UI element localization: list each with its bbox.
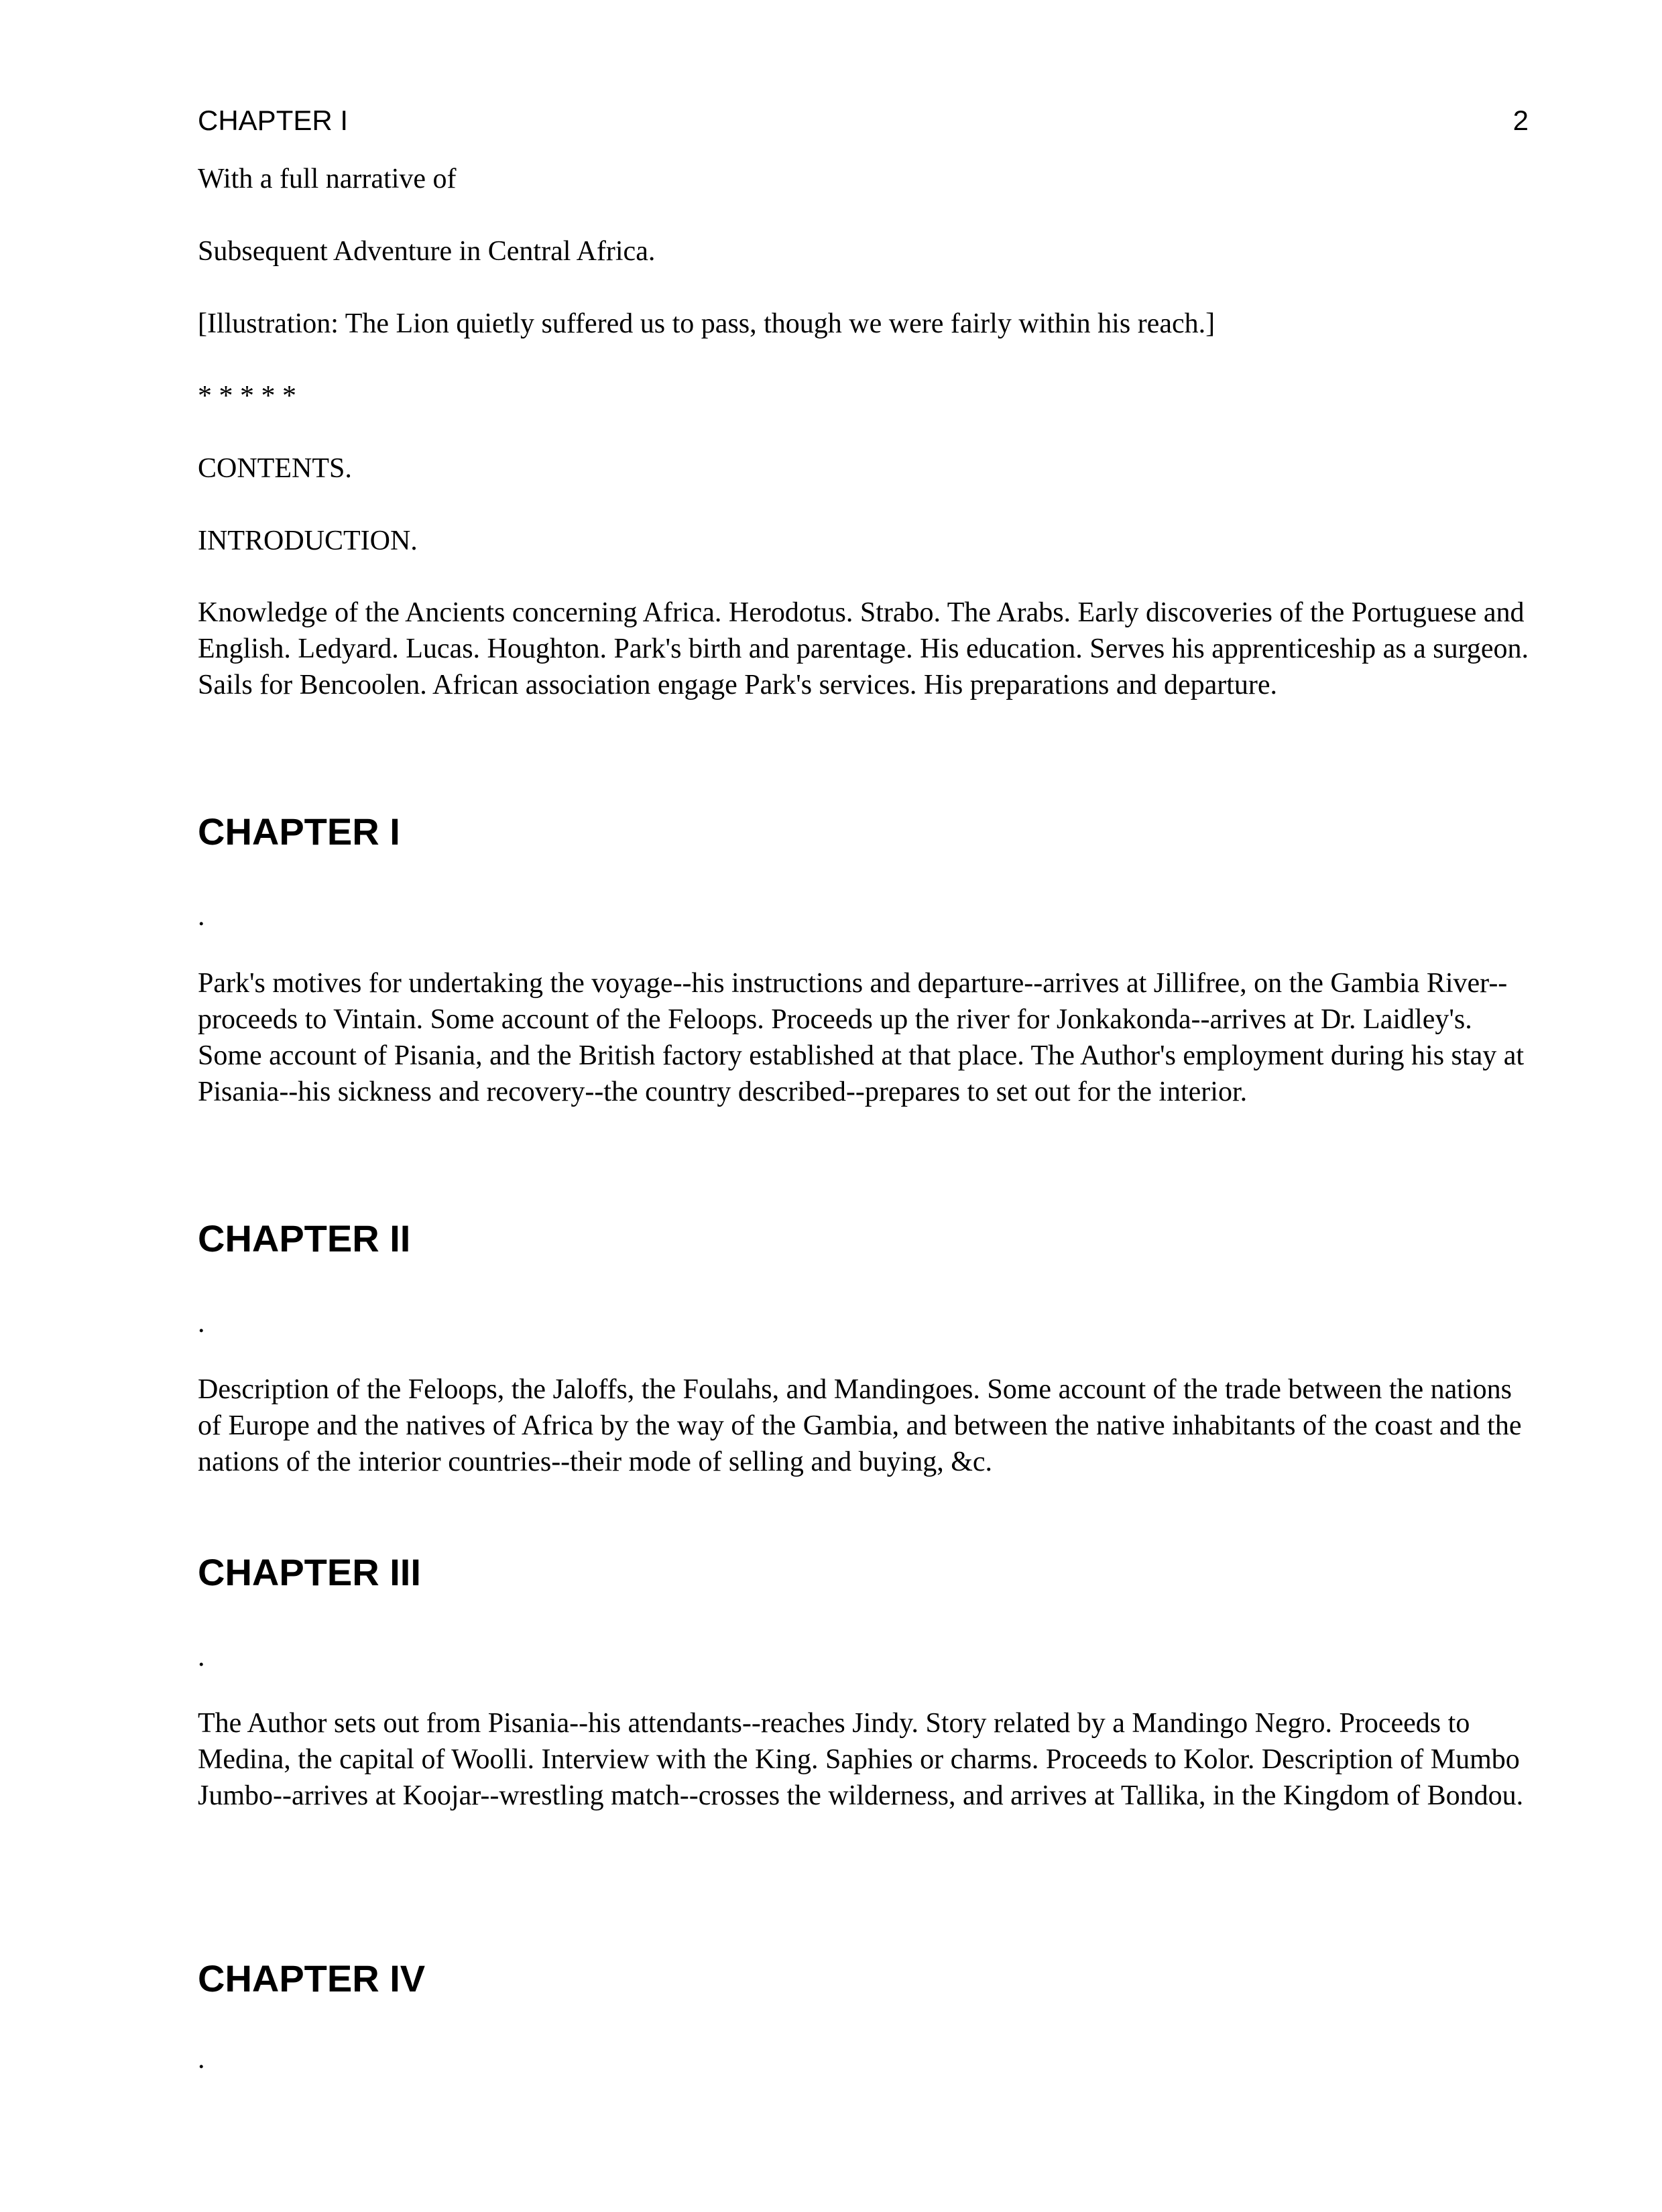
running-header-title: CHAPTER I [198, 105, 349, 136]
chapter-summary: Park's motives for undertaking the voyage--his instructions and departure--arrives at Jillifree, on the Gambia River--proceeds to Vintain. Some account of the Feloops. Proceeds up the river for Jonkakonda--arrives at Dr. Laidley's. Some account of Pisania, and the British factory established at that place. The Author's employment during his stay at Pisania--his sickness and recovery--the country described--prepares to set out for the interior. [198, 968, 1525, 1107]
chapter-heading: CHAPTER I [198, 810, 400, 853]
section-separator: * * * * * [198, 381, 296, 412]
chapter-heading: CHAPTER II [198, 1217, 411, 1259]
introduction-summary: Knowledge of the Ancients concerning Africa. Herodotus. Strabo. The Arabs. Early discoveries of the Portuguese and English. Ledyard. Lucas. Houghton. Park's birth and parentage. His education. Serves his apprenticeship as a surgeon. Sails for Bencoolen. African association engage Park's services. His preparations and departure. [198, 597, 1529, 700]
chapter-marker: . [198, 1642, 205, 1672]
chapter-heading: CHAPTER IV [198, 1957, 426, 2000]
chapter-heading: CHAPTER III [198, 1551, 421, 1593]
running-header [198, 101, 1529, 141]
illustration-caption: [Illustration: The Lion quietly suffered us to pass, though we were fairly within his reach.] [198, 308, 1215, 339]
chapter-summary: The Author sets out from Pisania--his attendants--reaches Jindy. Story related by a Mandingo Negro. Proceeds to Medina, the capital of Woolli. Interview with the King. Saphies or charms. Proceeds to Kolor. Description of Mumbo Jumbo--arrives at Koojar--wrestling match--crosses the wilderness, and arrives at Tallika, in the Kingdom of Bondou. [198, 1708, 1524, 1811]
narrative-line: With a full narrative of [198, 164, 457, 194]
introduction-label: INTRODUCTION. [198, 526, 418, 556]
subtitle-line: Subsequent Adventure in Central Africa. [198, 236, 656, 267]
chapter-summary: Description of the Feloops, the Jaloffs, the Foulahs, and Mandingoes. Some account of the trade between the nations of Europe and the natives of Africa by the way of the Gambia, and between the native inhabitants of the coast and the nations of the interior countries--their mode of selling and buying, &c. [198, 1374, 1522, 1477]
chapter-marker: . [198, 2044, 205, 2075]
contents-label: CONTENTS. [198, 453, 352, 484]
chapter-marker: . [198, 901, 205, 932]
chapter-marker: . [198, 1308, 205, 1339]
page-number: 2 [1512, 105, 1529, 136]
